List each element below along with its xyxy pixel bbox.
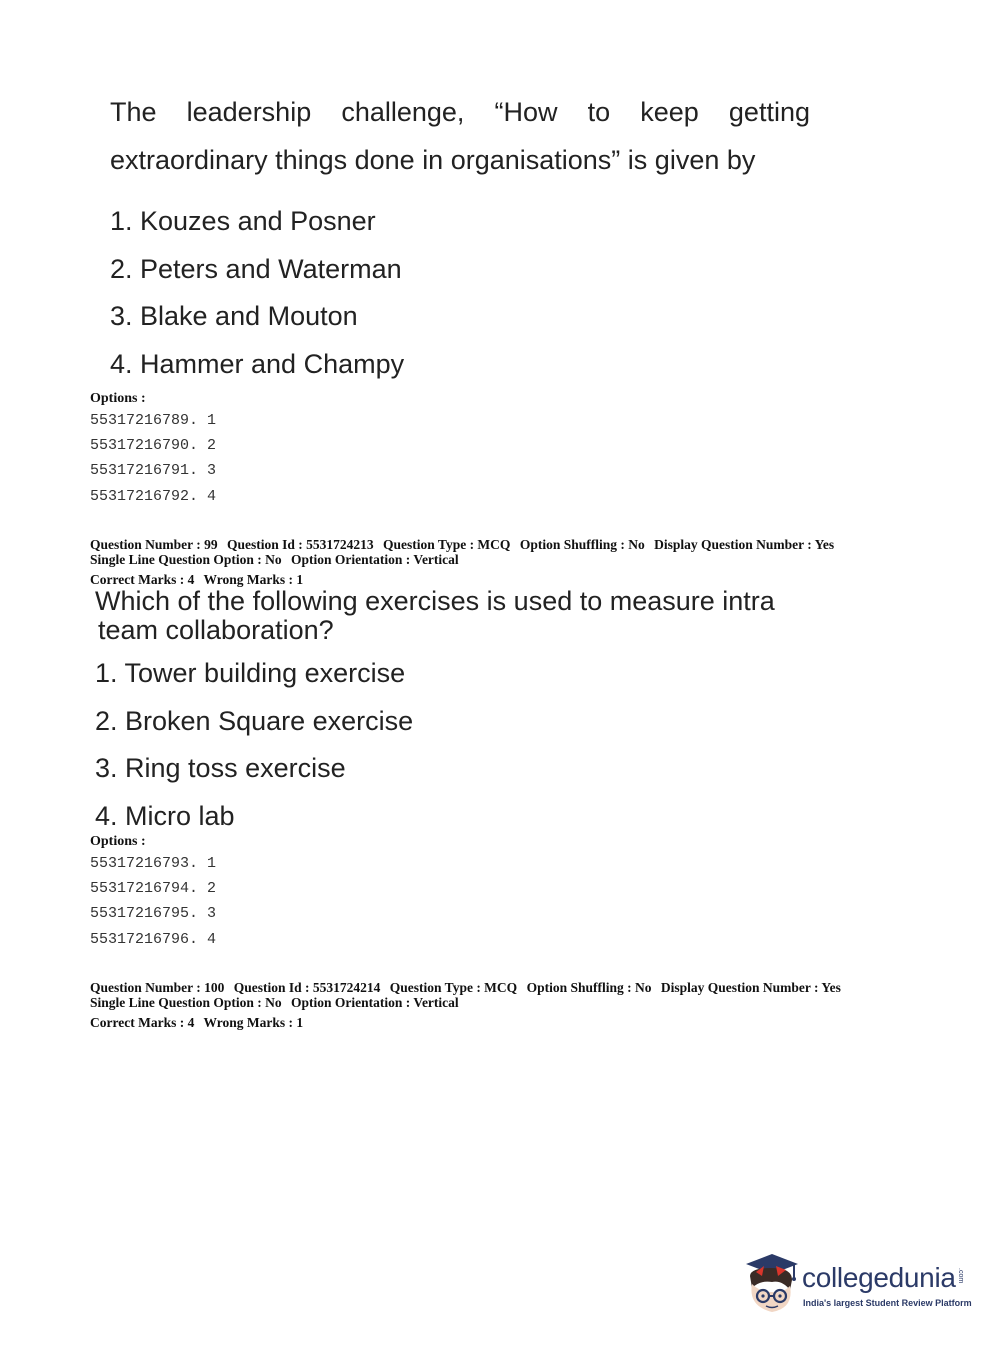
choice-item: 3. Blake and Mouton <box>110 301 358 331</box>
option-id: 55317216796. 4 <box>90 930 217 948</box>
stem-word: to <box>587 97 611 127</box>
option-shuffling: Option Shuffling : No <box>519 537 645 552</box>
question-id: Question Id : 5531724213 <box>227 537 374 552</box>
question-99-stem-line1: Which of the following exercises is used to measure intra <box>95 586 775 616</box>
stem-word: “How <box>494 97 558 127</box>
correct-marks: Correct Marks : 4 <box>90 572 195 587</box>
logo-tagline: India's largest Student Review Platform <box>803 1298 972 1308</box>
question-number: Question Number : 99 <box>90 537 218 552</box>
stem-word: keep <box>640 97 699 127</box>
stem-word: challenge, <box>341 97 465 127</box>
choice-item: 2. Broken Square exercise <box>95 705 414 736</box>
display-question-number: Display Question Number : Yes <box>654 537 835 552</box>
stem-word: leadership <box>186 97 312 127</box>
option-id: 55317216794. 2 <box>90 880 217 898</box>
meta-line-1 <box>90 980 847 995</box>
option-id: 55317216789. 1 <box>90 412 217 429</box>
student-mascot-icon <box>742 1250 802 1322</box>
question-98-option-ids <box>90 408 216 509</box>
option-shuffling: Option Shuffling : No <box>526 980 652 995</box>
question-100-meta <box>90 980 847 1030</box>
option-orientation: Option Orientation : Vertical <box>291 995 459 1010</box>
meta-marks <box>90 572 840 587</box>
question-99-options-label: Options : <box>90 834 146 849</box>
question-99-stem <box>95 587 775 645</box>
single-line-option: Single Line Question Option : No <box>90 552 282 567</box>
option-id: 55317216793. 1 <box>90 855 217 872</box>
option-orientation: Option Orientation : Vertical <box>291 552 459 567</box>
option-id: 55317216790. 2 <box>90 437 217 455</box>
logo-brand-name: collegedunia <box>802 1262 956 1293</box>
choice-item: 3. Ring toss exercise <box>95 753 346 783</box>
meta-marks <box>90 1015 847 1030</box>
question-98-options-label: Options : <box>90 391 146 406</box>
meta-line-1 <box>90 537 840 552</box>
meta-line-2 <box>90 995 847 1010</box>
choice-item: 1. Tower building exercise <box>95 658 406 688</box>
question-99-stem-line2: team collaboration? <box>98 615 334 645</box>
question-99-choices <box>95 650 413 840</box>
choice-item: 4. Micro lab <box>95 800 235 831</box>
question-id: Question Id : 5531724214 <box>233 980 381 995</box>
question-type: Question Type : MCQ <box>383 537 511 552</box>
question-98-stem-line2: extraordinary things done in organisations” is given by <box>110 145 756 175</box>
logo-dotcom: .com <box>957 1268 964 1284</box>
choice-item: 2. Peters and Waterman <box>110 253 402 284</box>
correct-marks: Correct Marks : 4 <box>90 1015 195 1030</box>
option-id: 55317216791. 3 <box>90 462 217 480</box>
meta-line-2 <box>90 552 840 567</box>
question-99-option-ids <box>90 851 216 952</box>
question-number: Question Number : 100 <box>90 980 225 995</box>
option-id: 55317216795. 3 <box>90 905 217 923</box>
question-98-stem <box>110 88 810 184</box>
choice-item: 1. Kouzes and Posner <box>110 206 376 236</box>
question-98-choices <box>110 198 404 388</box>
option-id: 55317216792. 4 <box>90 487 217 505</box>
display-question-number: Display Question Number : Yes <box>660 980 841 995</box>
question-98-stem-line1 <box>110 88 810 136</box>
question-99-meta <box>90 537 840 587</box>
wrong-marks: Wrong Marks : 1 <box>203 1015 304 1030</box>
single-line-option: Single Line Question Option : No <box>90 995 282 1010</box>
stem-word: The <box>110 97 157 127</box>
collegedunia-logo[interactable] <box>742 1250 970 1322</box>
question-type: Question Type : MCQ <box>389 980 518 995</box>
wrong-marks: Wrong Marks : 1 <box>203 572 304 587</box>
choice-item: 4. Hammer and Champy <box>110 348 405 379</box>
stem-word: getting <box>728 97 810 127</box>
